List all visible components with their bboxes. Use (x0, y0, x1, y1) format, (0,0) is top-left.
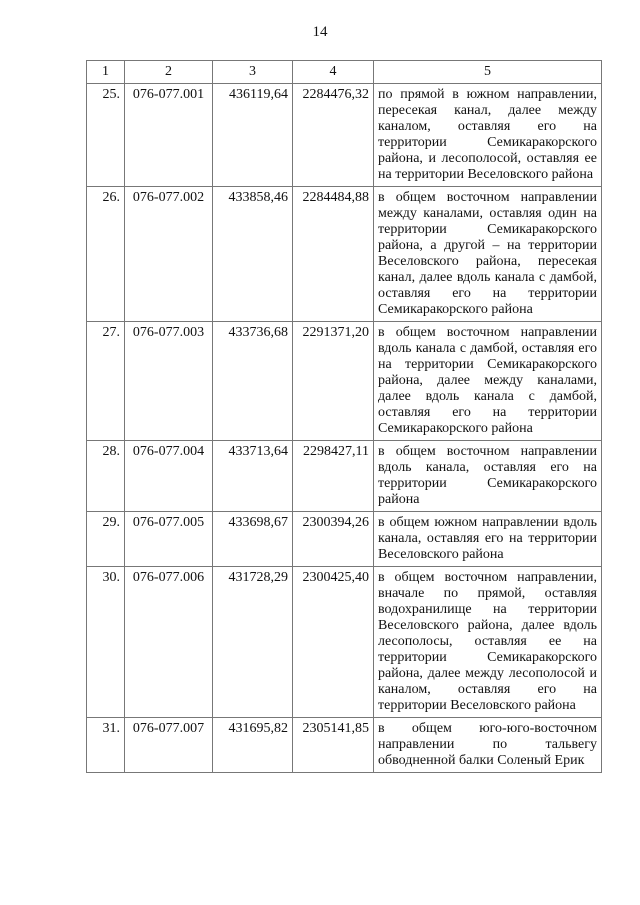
point-code: 076-077.004 (125, 441, 213, 512)
boundary-description: в общем восточном направлении, вначале по прямой, оставляя водохранилище на территории Веселовского района, далее вдоль лесополосы, оставляя ее на территории Семикаракорского района, далее между лесополосой и каналом, оставляя его на территории Веселовского района (374, 567, 602, 718)
coordinate-y: 2291371,20 (293, 322, 374, 441)
coordinate-y: 2284484,88 (293, 187, 374, 322)
column-header-code: 2 (125, 61, 213, 84)
boundary-description: в общем южном направлении вдоль канала, оставляя его на территории Веселовского района (374, 512, 602, 567)
row-number: 27. (87, 322, 125, 441)
column-header-description: 5 (374, 61, 602, 84)
row-number: 26. (87, 187, 125, 322)
coordinate-x: 433698,67 (213, 512, 293, 567)
coordinate-y: 2300394,26 (293, 512, 374, 567)
row-number: 28. (87, 441, 125, 512)
point-code: 076-077.002 (125, 187, 213, 322)
point-code: 076-077.006 (125, 567, 213, 718)
coordinate-x: 433858,46 (213, 187, 293, 322)
row-number: 25. (87, 84, 125, 187)
table-header-row (87, 61, 602, 84)
coordinate-x: 433713,64 (213, 441, 293, 512)
row-number: 31. (87, 718, 125, 773)
boundary-description: в общем юго-юго-восточном направлении по тальвегу обводненной балки Соленый Ерик (374, 718, 602, 773)
table-row (87, 187, 602, 322)
column-header-number: 1 (87, 61, 125, 84)
boundary-description: по прямой в южном направлении, пересекая канал, далее между каналом, оставляя его на территории Семикаракорского района, и лесополосой, оставляя ее на территории Веселовского района (374, 84, 602, 187)
coordinate-x: 431728,29 (213, 567, 293, 718)
row-number: 29. (87, 512, 125, 567)
table-row (87, 322, 602, 441)
table-row (87, 718, 602, 773)
boundary-description: в общем восточном направлении вдоль канала с дамбой, оставляя его на территории Семикаракорского района, далее между каналами, далее вдоль канала с дамбой, оставляя его на территории Семикаракорского района (374, 322, 602, 441)
point-code: 076-077.005 (125, 512, 213, 567)
coordinate-x: 431695,82 (213, 718, 293, 773)
coordinate-y: 2305141,85 (293, 718, 374, 773)
column-header-y: 4 (293, 61, 374, 84)
point-code: 076-077.007 (125, 718, 213, 773)
page-number: 14 (312, 24, 328, 40)
column-header-x: 3 (213, 61, 293, 84)
boundary-description: в общем восточном направлении вдоль канала, оставляя его на территории Семикаракорского района (374, 441, 602, 512)
coordinate-y: 2298427,11 (293, 441, 374, 512)
table-row (87, 512, 602, 567)
point-code: 076-077.001 (125, 84, 213, 187)
coordinate-y: 2284476,32 (293, 84, 374, 187)
table-row (87, 84, 602, 187)
table-row (87, 567, 602, 718)
point-code: 076-077.003 (125, 322, 213, 441)
coordinate-x: 436119,64 (213, 84, 293, 187)
coordinate-x: 433736,68 (213, 322, 293, 441)
table-row (87, 441, 602, 512)
coordinate-y: 2300425,40 (293, 567, 374, 718)
boundary-description: в общем восточном направлении между каналами, оставляя один на территории Семикаракорского района, а другой – на территории Веселовского района, пересекая канал, далее вдоль канала с дамбой, оставляя его на территории Семикаракорского района (374, 187, 602, 322)
row-number: 30. (87, 567, 125, 718)
boundary-points-table (86, 60, 602, 773)
